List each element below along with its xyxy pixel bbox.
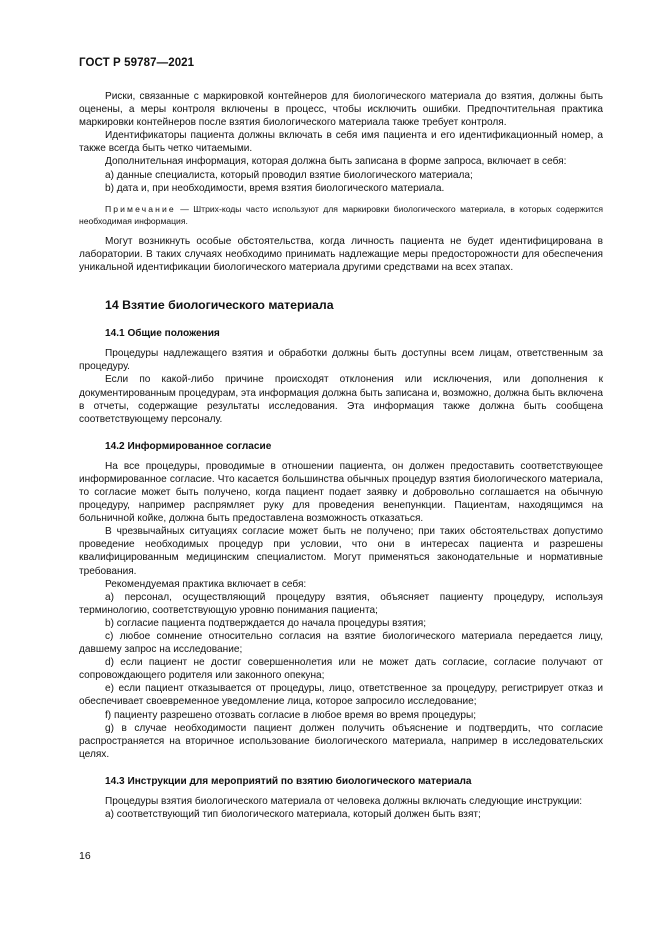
list-item: e) если пациент отказывается от процедуры, лицо, ответственное за процедуру, регистрирует отказ и обеспечивает своевременное уведомление лица, которое запросило исследование;: [79, 683, 603, 708]
paragraph: В чрезвычайных ситуациях согласие может быть не получено; при таких обстоятельствах допустимо проведение необходимых процедур при условии, что они в интересах пациента и разрешены квалифицированным медицинским специалистом. Могут применяться законодательные и нормативные требования.: [79, 526, 603, 577]
list-item: a) персонал, осуществляющий процедуру взятия, объясняет пациенту процедуру, используя терминологию, соответствующую уровню понимания пациента;: [79, 591, 603, 616]
paragraph: На все процедуры, проводимые в отношении пациента, он должен предоставить соответствующее информированное согласие. Что касается большинства обычных процедур взятия биологического материала, то согласие может быть получено, когда пациент подает заявку и добровольно соглашается на обычную процедуру, например распрямляет руку для проведения венепункции. Пациентам, находящимся на больничной койке, должна быть предоставлена возможность отказаться.: [79, 460, 603, 525]
section-heading: 14 Взятие биологического материала: [105, 298, 334, 313]
note-label: Примечание: [105, 203, 176, 214]
list-item: g) в случае необходимости пациент должен получить объяснение и подтвердить, что согласие распространяется на вторичное использование биологического материала, например в исследовательских целях.: [79, 722, 603, 760]
note-text: — Штрих-коды часто используют для маркировки биологического материала, в которых содержится необходимая информация.: [79, 203, 603, 226]
paragraph: Дополнительная информация, которая должна быть записана в форме запроса, включает в себя:: [105, 156, 567, 168]
page-number: 16: [79, 850, 91, 862]
paragraph: Идентификаторы пациента должны включать в себя имя пациента и его идентификационный номер, а также всегда быть четко читаемыми.: [79, 130, 603, 155]
subsection-heading: 14.2 Информированное согласие: [105, 440, 272, 452]
paragraph: Могут возникнуть особые обстоятельства, когда личность пациента не будет идентифицирована в лаборатории. В таких случаях необходимо принимать надлежащие меры предосторожности для обеспечения уникальной идентификации биологического материала другими средствами на всех этапах.: [79, 235, 603, 274]
list-item: f) пациенту разрешено отозвать согласие в любое время во время процедуры;: [105, 709, 477, 721]
paragraph: Процедуры взятия биологического материала от человека должны включать следующие инструкции:: [105, 795, 583, 807]
subsection-heading: 14.1 Общие положения: [105, 328, 220, 340]
note: [79, 203, 603, 227]
list-item: b) согласие пациента подтверждается до начала процедуры взятия;: [105, 617, 427, 629]
paragraph: Риски, связанные с маркировкой контейнеров для биологического материала до взятия, должны быть оценены, а меры контроля включены в процесс, чтобы исключить ошибки. Предпочтительная практика маркировки контейнеров после взятия биологического материала также требует контроля.: [79, 91, 603, 129]
list-item: c) любое сомнение относительно согласия на взятие биологического материала передается лицу, давшему запрос на исследование;: [79, 631, 603, 656]
document-header: ГОСТ Р 59787—2021: [79, 57, 195, 69]
document-body: [79, 90, 603, 821]
paragraph: Если по какой-либо причине происходят отклонения или исключения, или дополнения к документированным процедурам, эта информация должна быть записана и, возможно, должна быть включена в отчеты, содержащие результаты исследования. Эта информация также должна быть сообщена соответствующему персоналу.: [79, 374, 603, 425]
list-item: d) если пациент не достиг совершеннолетия или не может дать согласие, согласие получают от сопровождающего родителя или законного опекуна;: [79, 657, 603, 682]
list-item: a) данные специалиста, который проводил взятие биологического материала;: [105, 169, 473, 181]
subsection-heading: 14.3 Инструкции для мероприятий по взятию биологического материала: [105, 775, 472, 787]
paragraph: Рекомендуемая практика включает в себя:: [105, 578, 307, 590]
list-item: a) соответствующий тип биологического материала, который должен быть взят;: [105, 809, 481, 821]
paragraph: Процедуры надлежащего взятия и обработки должны быть доступны всем лицам, ответственным за процедуру.: [79, 348, 603, 373]
list-item: b) дата и, при необходимости, время взятия биологического материала.: [105, 182, 445, 194]
